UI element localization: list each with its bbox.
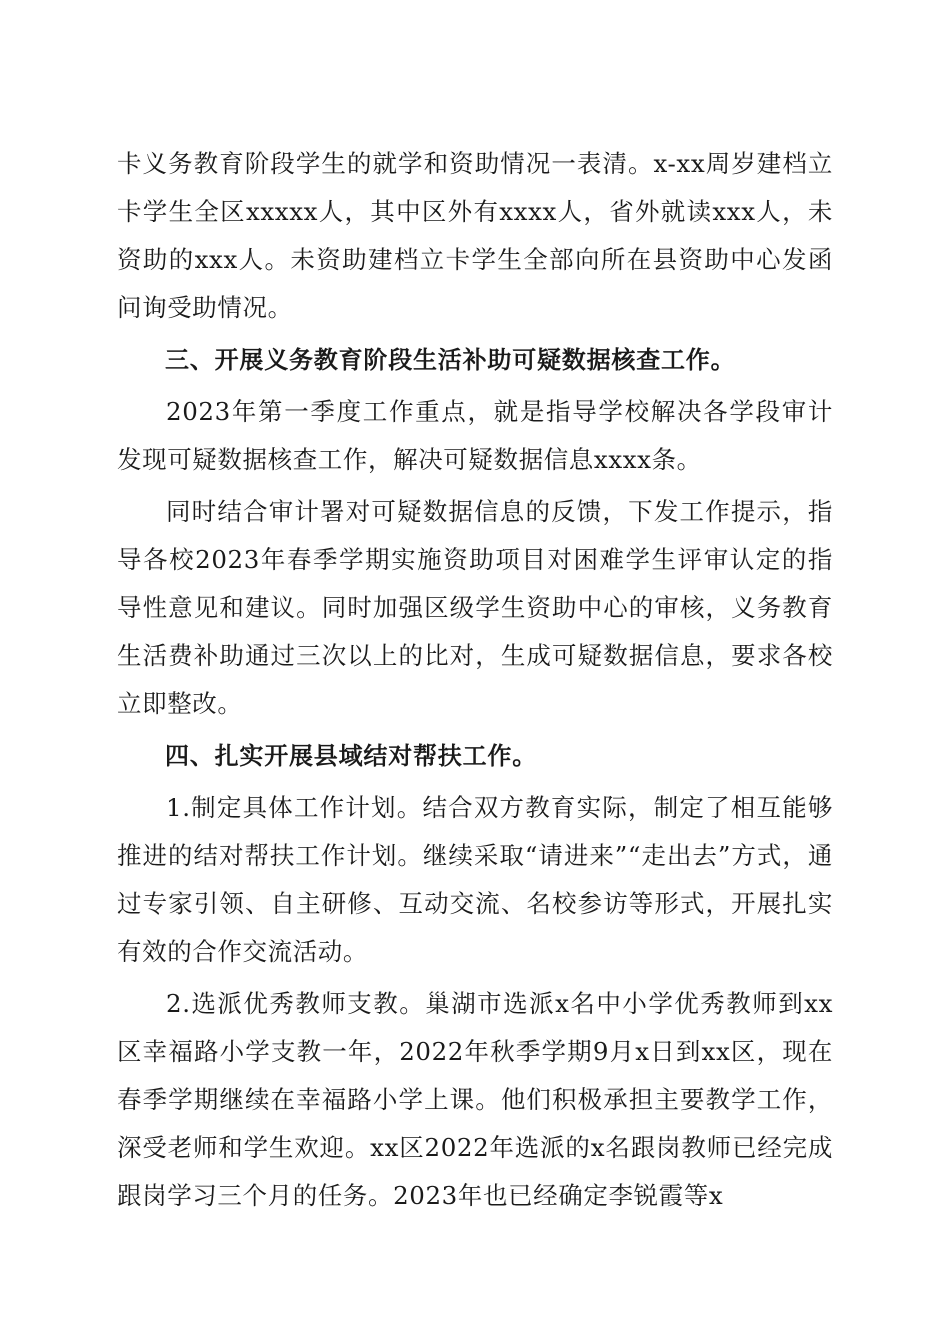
section-heading-4: 四、扎实开展县域结对帮扶工作。 (165, 742, 537, 770)
paragraph-continued-funding-status: 卡义务教育阶段学生的就学和资助情况一表清。x-xx周岁建档立卡学生全区xxxxx人，其中区外有xxxx人，省外就读xxx人，未资助的xxx人。未资助建档立卡学生全部向所在县资助中心发函问询受助情况。 (117, 149, 833, 322)
section-heading-3: 三、开展义务教育阶段生活补助可疑数据核查工作。 (165, 346, 736, 374)
paragraph-q1-priority: 2023年第一季度工作重点，就是指导学校解决各学段审计发现可疑数据核查工作，解决可疑数据信息xxxx条。 (117, 397, 833, 474)
paragraph-teacher-dispatch: 2.选派优秀教师支教。巢湖市选派x名中小学优秀教师到xx区幸福路小学支教一年，2022年秋季学期9月x日到xx区，现在春季学期继续在幸福路小学上课。他们积极承担主要教学工作，深受老师和学生欢迎。xx区2022年选派的x名跟岗教师已经完成跟岗学习三个月的任务。2023年也已经确定李锐霞等x (117, 989, 833, 1210)
paragraph-audit-feedback: 同时结合审计署对可疑数据信息的反馈，下发工作提示，指导各校2023年春季学期实施资助项目对困难学生评审认定的指导性意见和建议。同时加强区级学生资助中心的审核，义务教育生活费补助通过三次以上的比对，生成可疑数据信息，要求各校立即整改。 (117, 497, 833, 718)
paragraph-work-plan: 1.制定具体工作计划。结合双方教育实际，制定了相互能够推进的结对帮扶工作计划。继续采取“请进来”“走出去”方式，通过专家引领、自主研修、互动交流、名校参访等形式，开展扎实有效的合作交流活动。 (117, 793, 833, 966)
document-body (117, 140, 833, 1220)
